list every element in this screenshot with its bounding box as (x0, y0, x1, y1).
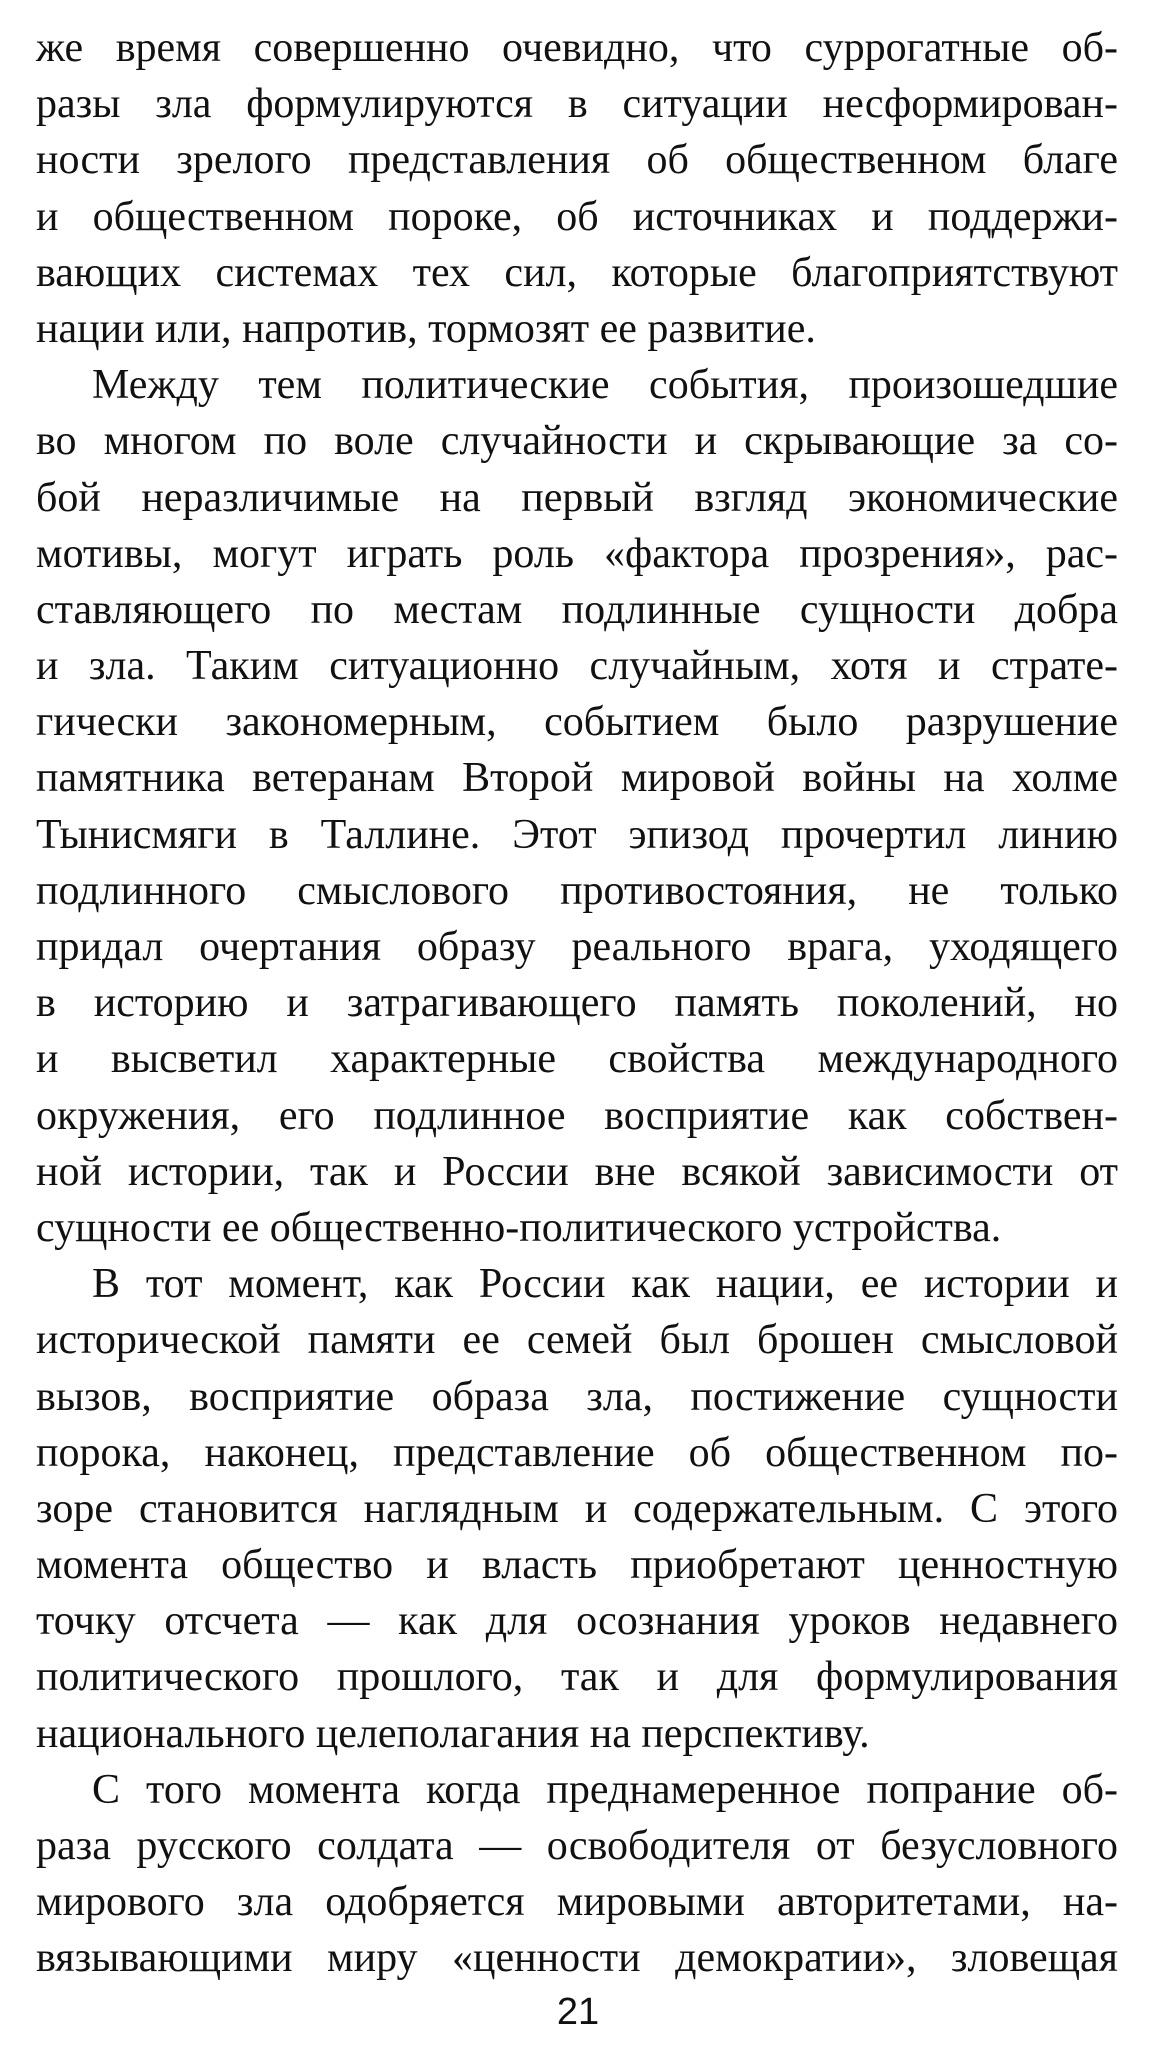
text-line: разы зла формулируются в ситуации несформирован- (36, 81, 1118, 128)
text-line: национального целеполагания на перспективу. (36, 1710, 870, 1757)
text-line: вызов, восприятие образа зла, постижение сущности (36, 1373, 1118, 1420)
text-line: исторической памяти ее семей был брошен смысловой (36, 1317, 1118, 1364)
body-text (36, 20, 1118, 1987)
paragraph (36, 357, 1118, 1256)
text-line: Тынисмяги в Таллине. Этот эпизод прочертил линию (36, 811, 1118, 858)
text-line: памятника ветеранам Второй мировой войны на холме (36, 755, 1118, 802)
text-line: сущности ее общественно-политического устройства. (36, 1204, 1002, 1251)
text-line: и общественном пороке, об источниках и поддержи- (36, 193, 1118, 240)
text-line: политического прошлого, так и для формулирования (36, 1654, 1118, 1701)
text-line: и высветил характерные свойства международного (36, 1036, 1118, 1083)
text-line: ной истории, так и России вне всякой зависимости от (36, 1148, 1118, 1195)
text-line: момента общество и власть приобретают ценностную (36, 1542, 1118, 1589)
paragraph (36, 1762, 1118, 1987)
text-line: порока, наконец, представление об общественном по- (36, 1429, 1118, 1476)
text-line: подлинного смыслового противостояния, не только (36, 867, 1118, 914)
text-line: В тот момент, как России как нации, ее истории и (92, 1261, 1118, 1308)
page-number: 21 (556, 1991, 600, 2033)
text-line: окружения, его подлинное восприятие как собствен- (36, 1092, 1118, 1139)
text-line: мотивы, могут играть роль «фактора прозрения», рас- (36, 530, 1118, 577)
paragraph (36, 20, 1118, 357)
text-line: в историю и затрагивающего память поколений, но (36, 980, 1118, 1027)
text-line: же время совершенно очевидно, что суррогатные об- (36, 25, 1118, 71)
text-line: мирового зла одобряется мировыми авторитетами, на- (36, 1879, 1118, 1926)
text-line: вающих системах тех сил, которые благоприятствуют (36, 249, 1118, 296)
text-line: раза русского солдата — освободителя от безусловного (36, 1823, 1118, 1869)
text-line: бой неразличимые на первый взгляд экономические (36, 474, 1118, 521)
paragraph (36, 1256, 1118, 1762)
text-line: С того момента когда преднамеренное попрание об- (92, 1766, 1118, 1813)
text-line: во многом по воле случайности и скрывающие за со- (36, 418, 1118, 465)
text-line: нации или, напротив, тормозят ее развитие. (36, 305, 816, 352)
text-line: вязывающими миру «ценности демократии», зловещая (36, 1935, 1118, 1982)
text-line: Между тем политические события, произошедшие (92, 362, 1118, 409)
text-line: ности зрелого представления об общественном благе (36, 137, 1118, 184)
text-line: зоре становится наглядным и содержательным. С этого (36, 1485, 1118, 1532)
text-line: точку отсчета — как для осознания уроков недавнего (36, 1598, 1118, 1645)
text-line: ставляющего по местам подлинные сущности добра (36, 586, 1118, 633)
text-line: гически закономерным, событием было разрушение (36, 699, 1118, 746)
text-line: придал очертания образу реального врага, уходящего (36, 924, 1118, 970)
text-line: и зла. Таким ситуационно случайным, хотя и страте- (36, 643, 1118, 690)
